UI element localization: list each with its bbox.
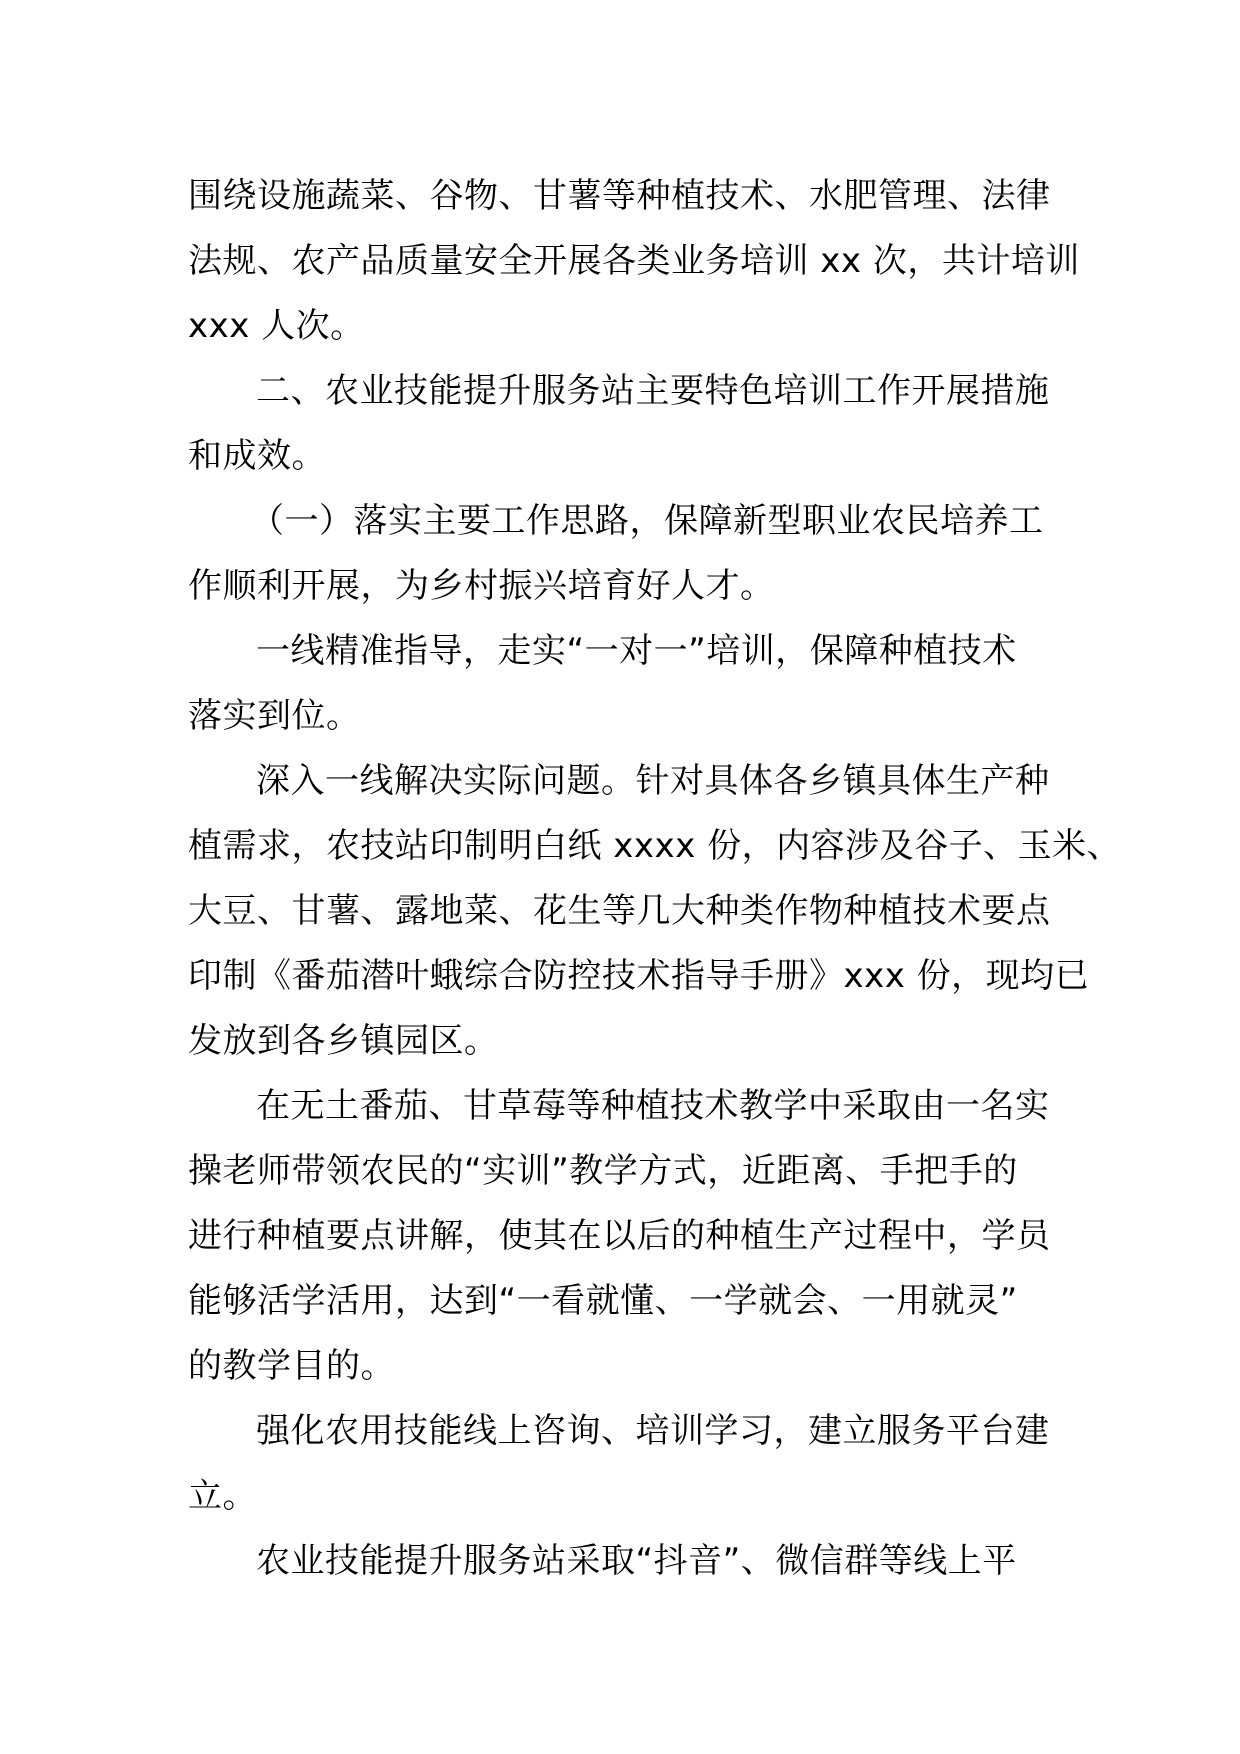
body-text-line: 操老师带领农民的“实训”教学方式，近距离、手把手的 — [188, 1151, 1018, 1191]
body-text-line: 一线精准指导，走实“一对一”培训，保障种植技术 — [256, 631, 1017, 671]
body-text-line: 法规、农产品质量安全开展各类业务培训 xx 次，共计培训 — [188, 241, 1080, 281]
body-text-line: 植需求，农技站印制明白纸 xxxx 份，内容涉及谷子、玉米、 — [188, 826, 1122, 866]
body-text-line: 农业技能提升服务站采取“抖音”、微信群等线上平 — [256, 1541, 1017, 1581]
body-text-line: 落实到位。 — [188, 696, 361, 736]
body-text-line: 大豆、甘薯、露地菜、花生等几大种类作物种植技术要点 — [188, 891, 1051, 931]
body-text-line: 的教学目的。 — [188, 1346, 395, 1386]
section-heading-line: 和成效。 — [188, 436, 326, 476]
body-text-line: 在无土番茄、甘草莓等种植技术教学中采取由一名实 — [256, 1086, 1050, 1126]
body-text-line: 围绕设施蔬菜、谷物、甘薯等种植技术、水肥管理、法律 — [188, 176, 1051, 216]
body-text-line: 能够活学活用，达到“一看就懂、一学就会、一用就灵” — [188, 1281, 1018, 1321]
subsection-heading-line: （一）落实主要工作思路，保障新型职业农民培养工 — [250, 501, 1044, 541]
body-text-line: 印制《番茄潜叶蛾综合防控技术指导手册》xxx 份，现均已 — [188, 956, 1090, 996]
body-text-line: 强化农用技能线上咨询、培训学习，建立服务平台建 — [256, 1411, 1050, 1451]
body-text-line: xxx 人次。 — [188, 306, 365, 346]
body-text-line: 进行种植要点讲解，使其在以后的种植生产过程中，学员 — [188, 1216, 1051, 1256]
subsection-heading-line: 作顺利开展，为乡村振兴培育好人才。 — [188, 566, 775, 606]
body-text-line: 发放到各乡镇园区。 — [188, 1021, 499, 1061]
body-text-line: 立。 — [188, 1476, 257, 1516]
section-heading-line: 二、农业技能提升服务站主要特色培训工作开展措施 — [256, 371, 1050, 411]
body-text-line: 深入一线解决实际问题。针对具体各乡镇具体生产种 — [256, 761, 1050, 801]
